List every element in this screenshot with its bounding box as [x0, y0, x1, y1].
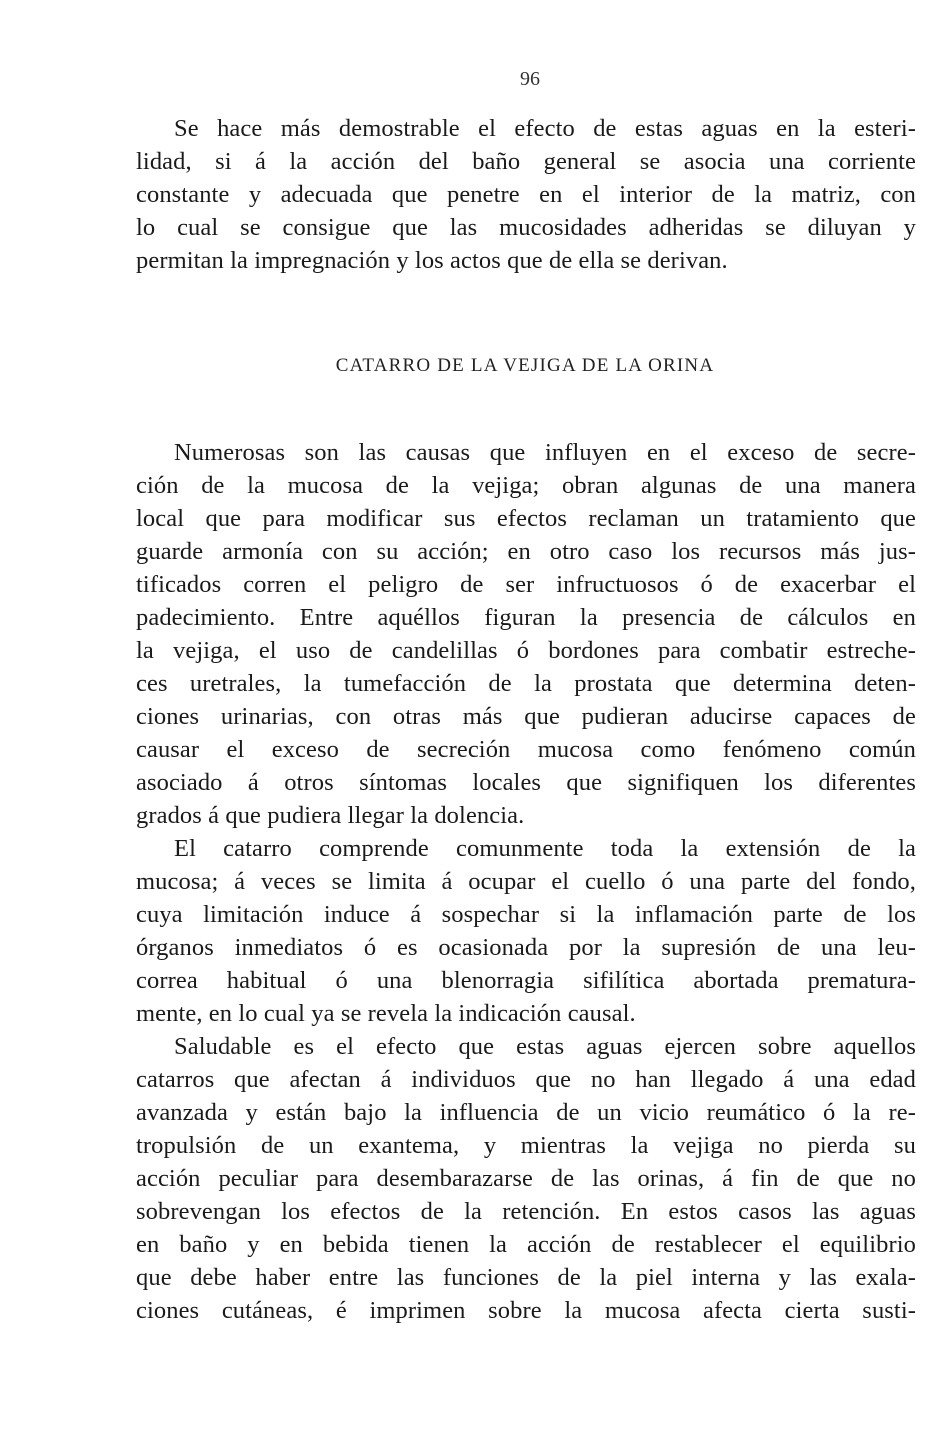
text-line: El catarro comprende comunmente toda la extensión de la — [174, 835, 916, 862]
text-line: mente, en lo cual ya se revela la indicación causal. — [136, 1000, 636, 1027]
text-line: correa habitual ó una blenorragia sifilítica abortada prematura- — [136, 967, 916, 994]
text-line: sobrevengan los efectos de la retención. En estos casos las aguas — [136, 1198, 916, 1225]
text-line: grados á que pudiera llegar la dolencia. — [136, 802, 525, 829]
text-line: mucosa; á veces se limita á ocupar el cuello ó una parte del fondo, — [136, 868, 916, 895]
text-line: padecimiento. Entre aquéllos figuran la presencia de cálculos en — [136, 604, 916, 631]
text-line: órganos inmediatos ó es ocasionada por la supresión de una leu- — [136, 934, 916, 961]
text-line: catarros que afectan á individuos que no han llegado á una edad — [136, 1066, 916, 1093]
text-line: tropulsión de un exantema, y mientras la vejiga no pierda su — [136, 1132, 916, 1159]
section-title: CATARRO DE LA VEJIGA DE LA ORINA — [335, 355, 715, 376]
text-line: acción peculiar para desembarazarse de las orinas, á fin de que no — [136, 1165, 916, 1192]
text-line: constante y adecuada que penetre en el interior de la matriz, con — [136, 181, 916, 208]
text-line: guarde armonía con su acción; en otro caso los recursos más jus- — [136, 538, 916, 565]
text-line: tificados corren el peligro de ser infructuosos ó de exacerbar el — [136, 571, 916, 598]
text-line: local que para modificar sus efectos reclaman un tratamiento que — [136, 505, 916, 532]
text-line: ciones urinarias, con otras más que pudieran aducirse capaces de — [136, 703, 916, 730]
text-line: la vejiga, el uso de candelillas ó bordones para combatir estreche- — [136, 637, 916, 664]
page-number: 96 — [520, 68, 540, 90]
text-line: ción de la mucosa de la vejiga; obran algunas de una manera — [136, 472, 916, 499]
text-line: permitan la impregnación y los actos que de ella se derivan. — [136, 247, 728, 274]
text-line: en baño y en bebida tienen la acción de restablecer el equilibrio — [136, 1231, 916, 1258]
text-line: avanzada y están bajo la influencia de un vicio reumático ó la re- — [136, 1099, 916, 1126]
text-line: Se hace más demostrable el efecto de estas aguas en la esteri- — [174, 115, 916, 142]
text-line: causar el exceso de secreción mucosa como fenómeno común — [136, 736, 916, 763]
intro-paragraph — [136, 112, 916, 277]
text-line: que debe haber entre las funciones de la piel interna y las exala- — [136, 1264, 916, 1291]
section-body — [136, 436, 916, 1327]
text-line: cuya limitación induce á sospechar si la inflamación parte de los — [136, 901, 916, 928]
text-line: lo cual se consigue que las mucosidades adheridas se diluyan y — [136, 214, 916, 241]
text-line: lidad, si á la acción del baño general se asocia una corriente — [136, 148, 916, 175]
text-line: Saludable es el efecto que estas aguas ejercen sobre aquellos — [174, 1033, 916, 1060]
text-line: Numerosas son las causas que influyen en el exceso de secre- — [174, 439, 916, 466]
text-line: ciones cutáneas, é imprimen sobre la mucosa afecta cierta susti- — [136, 1297, 916, 1324]
text-line: asociado á otros síntomas locales que signifiquen los diferentes — [136, 769, 916, 796]
text-line: ces uretrales, la tumefacción de la prostata que determina deten- — [136, 670, 916, 697]
